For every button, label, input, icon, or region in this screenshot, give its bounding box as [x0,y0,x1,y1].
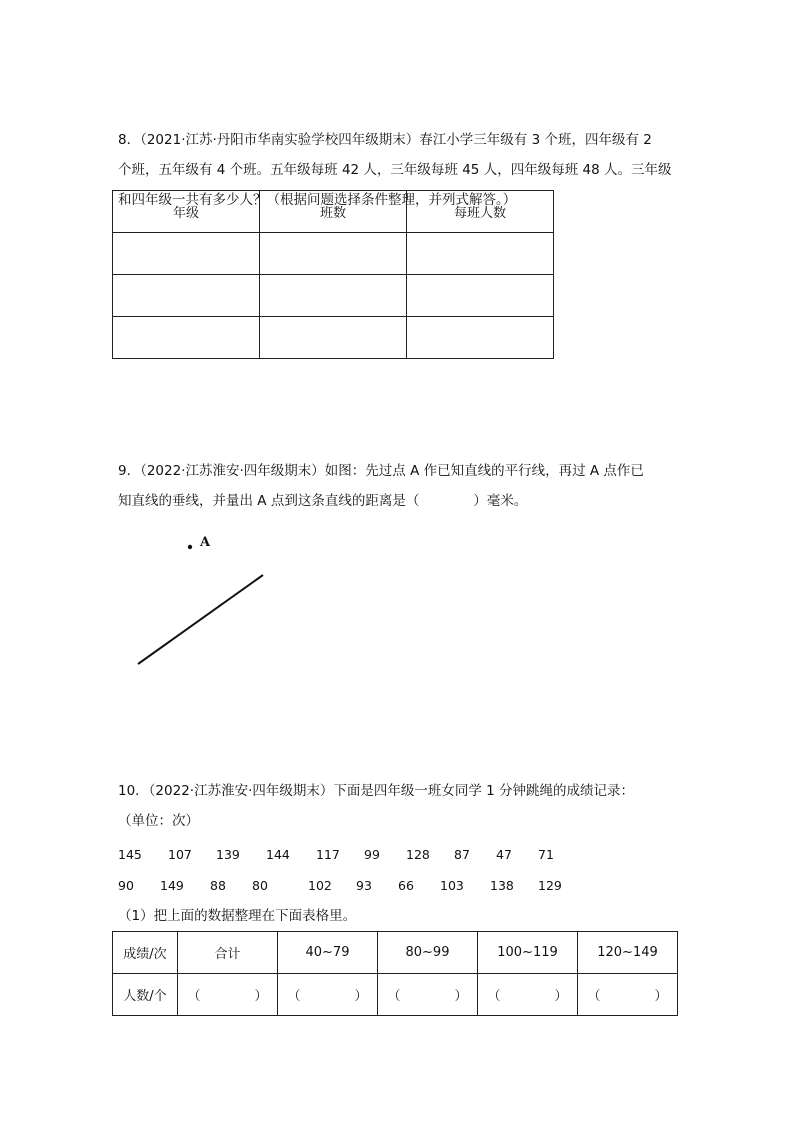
question-9 [118,456,678,516]
table-cell[interactable] [260,233,407,275]
data-value: 128 [406,847,430,862]
header-range-100-119: 100~119 [478,932,578,974]
paren-open: （ [387,989,401,1004]
data-value: 129 [538,878,562,893]
paren-open: （ [587,989,601,1004]
data-value: 93 [356,878,372,893]
paren-close: ） [454,989,468,1004]
header-score: 成绩/次 [113,932,178,974]
table-cell[interactable] [113,233,260,275]
data-value: 117 [316,847,340,862]
data-value: 102 [308,878,332,893]
paren-open: （ [287,989,301,1004]
data-value: 80 [252,878,268,893]
data-value: 90 [118,878,134,893]
table-cell[interactable] [113,317,260,359]
data-value: 149 [160,878,184,893]
point-a-label: A [200,535,211,550]
q10-sub-1-text: （1）把上面的数据整理在下面表格里。 [118,908,357,924]
table-cell[interactable] [260,275,407,317]
q9-line-2: 知直线的垂线，并量出 A 点到这条直线的距离是（ ）毫米。 [118,493,528,509]
answer-blank[interactable] [478,974,578,1016]
q8-line-2: 个班，五年级有 4 个班。五年级每班 42 人，三年级每班 45 人，四年级每班 48 人。三年级 [118,162,672,178]
table-cell[interactable] [407,317,554,359]
data-value: 66 [398,878,414,893]
table-cell[interactable] [407,275,554,317]
data-value: 47 [496,847,512,862]
paren-close: ） [254,989,268,1004]
answer-blank[interactable] [278,974,378,1016]
data-value: 145 [118,847,142,862]
q9-line-1: 9．（2022·江苏淮安·四年级期末）如图：先过点 A 作已知直线的平行线，再过 A 点作已 [118,463,644,479]
point-a [188,545,192,549]
header-grade: 年级 [113,191,260,233]
data-value: 99 [364,847,380,862]
data-value: 144 [266,847,290,862]
paren-close: ） [554,989,568,1004]
paren-open: （ [187,989,201,1004]
table-header-row [113,932,678,974]
data-value: 107 [168,847,192,862]
q10-line-1: 10．（2022·江苏淮安·四年级期末）下面是四年级一班女同学 1 分钟跳绳的成绩记录： [118,783,635,799]
table-cell[interactable] [260,317,407,359]
header-range-80-99: 80~99 [378,932,478,974]
data-value: 88 [210,878,226,893]
table-cell[interactable] [407,233,554,275]
paren-close: ） [654,989,668,1004]
data-value: 103 [440,878,464,893]
q10-subquestion-1 [118,901,678,931]
header-classes: 班数 [260,191,407,233]
answer-blank[interactable] [378,974,478,1016]
row-label-count: 人数/个 [113,974,178,1016]
table-row [113,317,554,359]
answer-blank[interactable] [178,974,278,1016]
table-row [113,275,554,317]
q10-table [112,931,678,1016]
header-per-class: 每班人数 [407,191,554,233]
q10-unit: （单位：次） [118,813,199,829]
answer-blank[interactable] [578,974,678,1016]
header-range-40-79: 40~79 [278,932,378,974]
data-value: 138 [490,878,514,893]
paren-open: （ [487,989,501,1004]
q9-figure [120,528,290,673]
question-10 [118,776,678,836]
data-value: 139 [216,847,240,862]
q8-table [112,190,554,359]
table-row [113,974,678,1016]
data-value: 71 [538,847,554,862]
data-value: 87 [454,847,470,862]
header-total: 合计 [178,932,278,974]
given-line [138,575,263,664]
q8-line-3: 和四年级一共有多少人？（根据问题选择条件整理，并列式解答。） [118,192,517,208]
table-row [113,233,554,275]
table-cell[interactable] [113,275,260,317]
table-header-row [113,191,554,233]
q8-line-1: 8．（2021·江苏·丹阳市华南实验学校四年级期末）春江小学三年级有 3 个班，四年级有 2 [118,132,652,148]
paren-close: ） [354,989,368,1004]
header-range-120-149: 120~149 [578,932,678,974]
